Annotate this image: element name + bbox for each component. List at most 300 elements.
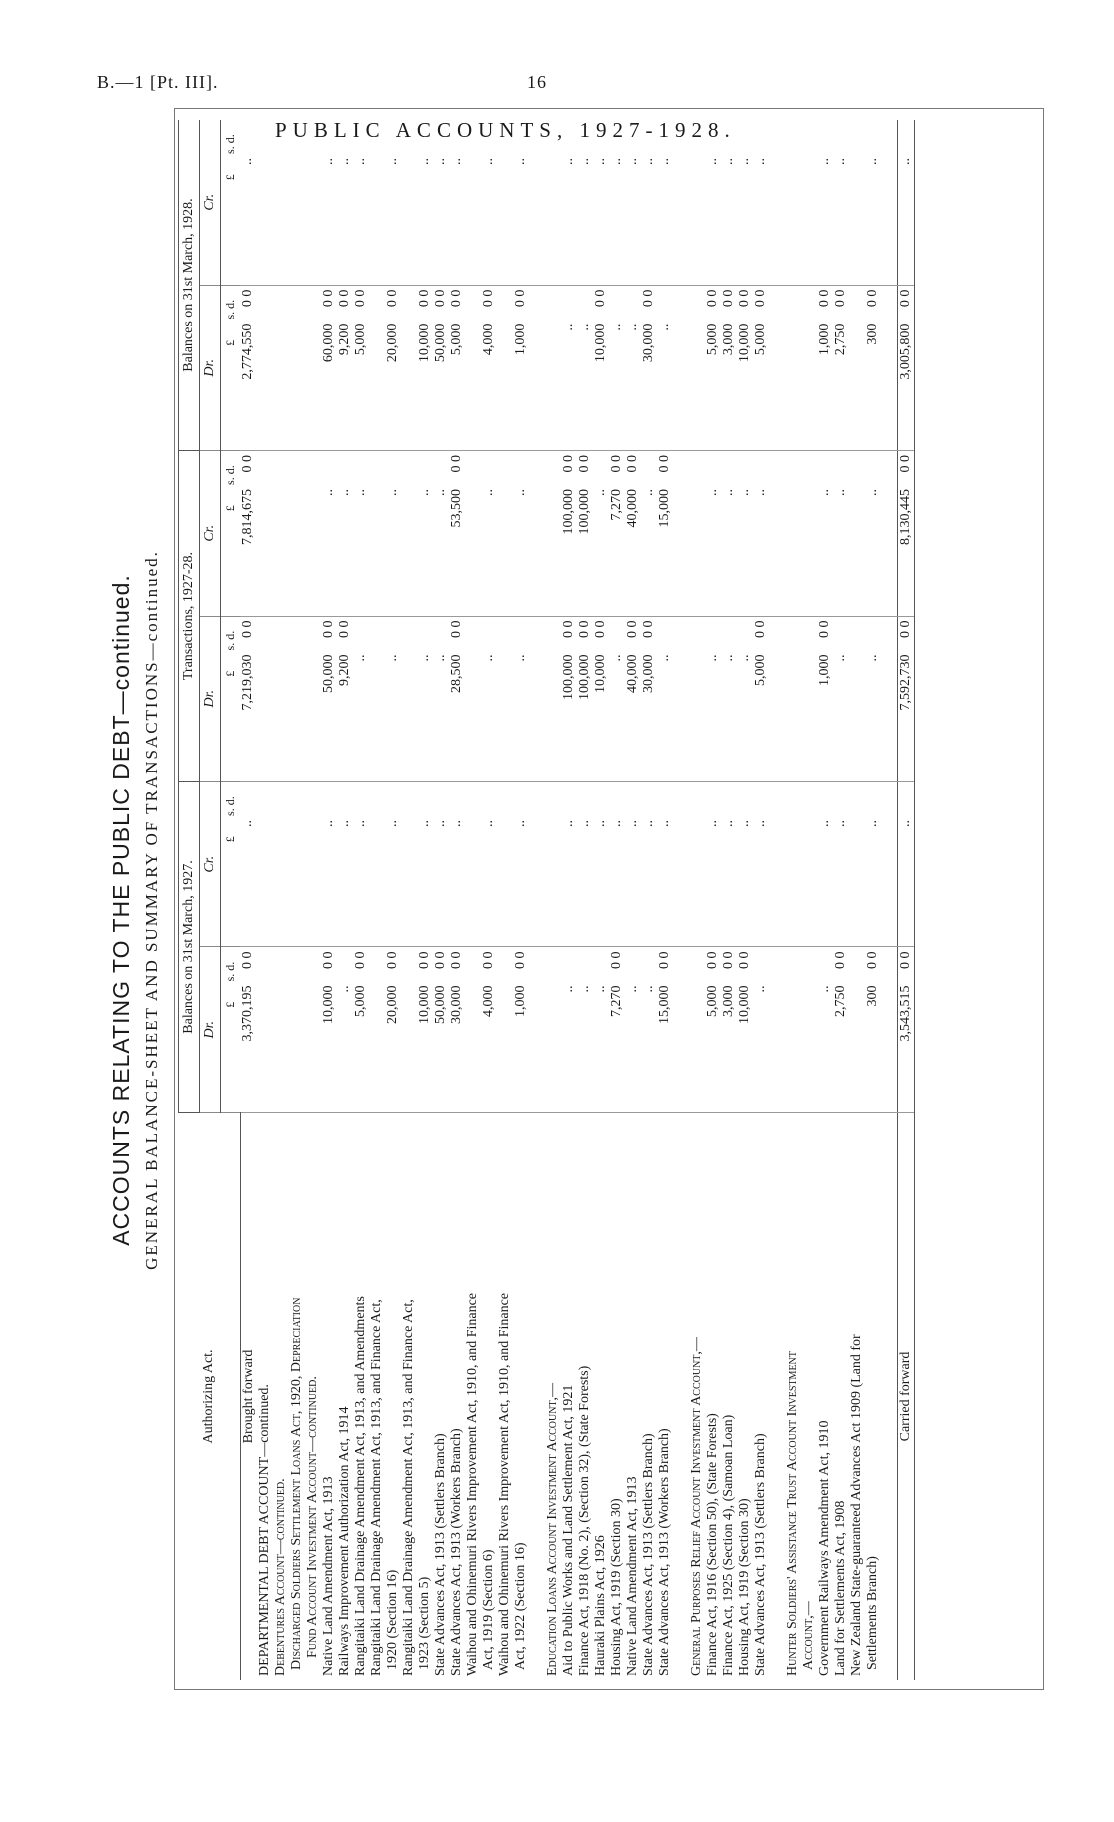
amount-cell [689,782,705,947]
amount-pounds: .. [592,489,608,497]
amount-cell [641,120,657,285]
table-row [737,120,753,1680]
header-act: Authorizing Act. [179,1112,241,1680]
amount-shillings-pence: 0 0 [240,289,256,308]
amount-cell [641,285,657,450]
amount-cell [369,782,385,947]
amount-cell [353,616,369,781]
amount-pounds: .. [320,489,336,497]
amount-shillings-pence: 0 0 [448,289,464,308]
amount-cell [240,782,257,947]
amount-cell [337,120,353,285]
amount-cell [369,947,385,1112]
amount-cell [721,285,737,450]
amount-cell [897,782,914,947]
amount-cell [465,782,481,947]
amount-cell [769,120,785,285]
amount-cell [769,451,785,616]
amount-cell [833,451,849,616]
amount-cell [737,285,753,450]
amount-cell [401,782,417,947]
amount-cell [865,947,881,1112]
amount-cell [817,120,833,285]
amount-pounds: 7,592,730 [897,654,913,711]
amount-pounds: .. [432,820,448,828]
amount-shillings-pence: 0 0 [352,289,368,308]
amount-cell [289,947,305,1112]
header-dr: Dr. [200,616,221,781]
amount-cell [737,782,753,947]
table-row [321,120,337,1680]
amount-cell [497,616,513,781]
amount-pounds: 100,000 [560,489,576,535]
amount-pounds: .. [352,158,368,165]
amount-shillings-pence: 0 0 [336,620,352,639]
amount-pounds: 10,000 [736,323,752,363]
amount-cell [609,285,625,450]
unit-header [221,451,241,616]
amount-cell [881,616,898,781]
amount-shillings-pence: 0 0 [608,951,624,969]
amount-cell [433,120,449,285]
amount-cell [401,616,417,781]
table-row [497,120,513,1680]
authorizing-act-cell: Account,— [800,1601,816,1670]
amount-cell [897,120,914,285]
amount-pounds: .. [352,654,368,662]
table-row [769,120,785,1680]
amount-cell [529,782,545,947]
amount-shillings-pence: 0 0 [736,951,752,969]
amount-shillings-pence: 0 0 [624,455,640,473]
amount-cell [577,947,593,1112]
amount-shillings-pence: 0 0 [704,289,720,308]
amount-cell [273,782,289,947]
authorizing-act-cell: Hauraki Plains Act, 1926 [592,1535,608,1676]
amount-cell [433,782,449,947]
authorizing-act-cell: Settlements Branch) [864,1556,880,1670]
amount-cell [673,782,689,947]
amount-pounds: .. [704,654,720,662]
amount-cell [721,782,737,947]
amount-pounds: .. [752,158,768,165]
amount-pounds: .. [816,489,832,497]
authorizing-act-cell: Fund Account Investment Account—continued. [304,1376,320,1658]
amount-cell [369,616,385,781]
authorizing-act-cell: 1920 (Section 16) [384,1569,400,1670]
amount-cell [657,616,673,781]
amount-cell [513,782,529,947]
amount-cell [257,120,273,285]
amount-cell [865,616,881,781]
page-title: PUBLIC ACCOUNTS, 1927-1928. [275,118,736,142]
amount-pounds: .. [736,158,752,165]
amount-pounds: 20,000 [384,985,400,1024]
amount-cell [481,451,497,616]
amount-shillings-pence: 0 0 [608,455,624,473]
amount-cell [449,285,465,450]
authorizing-act-cell: Waihou and Ohinemuri Rivers Improvement Act, 1910, and Finance [496,1292,512,1676]
amount-cell [625,120,641,285]
amount-cell [497,451,513,616]
amount-pounds: 15,000 [656,985,672,1024]
amount-cell [305,782,321,947]
unit-pounds: £ [223,174,237,181]
amount-pounds: .. [320,820,336,828]
amount-pounds: .. [576,985,592,993]
amount-pounds: 15,000 [656,489,672,528]
authorizing-act-cell: Waihou and Ohinemuri Rivers Improvement Act, 1910, and Finance [464,1292,480,1676]
amount-pounds: .. [416,489,432,497]
amount-shillings-pence: 0 0 [448,951,464,969]
amount-cell [321,120,337,285]
authorizing-act-cell [529,1112,545,1680]
amount-cell [240,616,257,781]
amount-cell [865,285,881,450]
amount-pounds: .. [864,158,880,165]
amount-cell [417,947,433,1112]
amount-cell [465,120,481,285]
table-row [240,120,257,1680]
unit-shillings-pence: s. d. [223,961,237,982]
table-row [353,120,369,1680]
amount-cell [865,120,881,285]
amount-shillings-pence: 0 0 [320,951,336,969]
amount-cell [289,782,305,947]
amount-cell [721,947,737,1112]
amount-pounds: .. [240,820,256,828]
amount-shillings-pence: 0 0 [897,289,913,308]
amount-cell [337,616,353,781]
amount-pounds: .. [752,820,768,828]
amount-cell [801,616,817,781]
rotated-sheet [98,60,1058,1760]
amount-shillings-pence: 0 0 [480,951,496,969]
amount-shillings-pence: 0 0 [416,289,432,308]
amount-cell [753,120,769,285]
amount-shillings-pence: 0 0 [240,455,256,473]
amount-pounds: 2,774,550 [240,323,256,380]
amount-cell [593,616,609,781]
amount-cell [657,451,673,616]
amount-pounds: .. [480,158,496,165]
amount-pounds: 8,130,445 [897,489,913,546]
amount-cell [449,616,465,781]
amount-cell [273,285,289,450]
amount-cell [897,947,914,1112]
authorizing-act-cell: Act, 1919 (Section 6) [480,1549,496,1670]
amount-cell [273,616,289,781]
authorizing-act-cell: Act, 1922 (Section 16) [512,1542,528,1670]
amount-cell [865,782,881,947]
amount-cell [513,616,529,781]
amount-cell [609,616,625,781]
amount-pounds: .. [640,158,656,165]
unit-header [221,120,241,285]
amount-pounds: .. [240,158,256,165]
amount-cell [353,451,369,616]
amount-pounds: .. [448,820,464,828]
header-balances-1927: Balances on 31st March, 1927. [179,782,200,1113]
amount-pounds: 53,500 [448,489,464,528]
authorizing-act-cell: Finance Act, 1916 (Section 50), (State Forests) [704,1413,720,1676]
header-transactions: Transactions, 1927-28. [179,451,200,782]
amount-cell [465,616,481,781]
header-balances-1928: Balances on 31st March, 1928. [179,120,200,451]
table-row [465,120,481,1680]
amount-cell [321,451,337,616]
amount-cell [657,947,673,1112]
amount-pounds: 5,000 [352,323,368,356]
amount-pounds: .. [736,654,752,662]
amount-cell [705,120,721,285]
header-dr: Dr. [200,285,221,450]
amount-cell [273,120,289,285]
amount-cell [257,285,273,450]
amount-pounds: .. [720,820,736,828]
amount-cell [785,947,801,1112]
authorizing-act-cell: Brought forward [240,1349,256,1444]
unit-shillings-pence: s. d. [223,299,237,320]
amount-pounds: 10,000 [320,985,336,1024]
amount-cell [449,451,465,616]
amount-pounds: .. [624,158,640,165]
amount-pounds: 20,000 [384,323,400,363]
table-row [433,120,449,1680]
amount-cell [849,616,865,781]
table-row [673,120,689,1680]
amount-pounds: 100,000 [560,654,576,701]
amount-pounds: 7,270 [608,489,624,521]
amount-pounds: .. [624,323,640,331]
amount-cell [593,285,609,450]
amount-cell [753,616,769,781]
amount-cell [481,616,497,781]
amount-cell [657,782,673,947]
table-row [449,120,465,1680]
authorizing-act-cell: State Advances Act, 1913 (Workers Branch) [656,1428,672,1676]
amount-pounds: 50,000 [432,985,448,1024]
amount-cell [289,616,305,781]
amount-cell [817,451,833,616]
amount-cell [849,120,865,285]
amount-pounds: .. [720,654,736,662]
amount-pounds: .. [560,820,576,828]
amount-cell [721,451,737,616]
unit-header [221,285,241,450]
amount-cell [753,451,769,616]
table-row [337,120,353,1680]
amount-pounds: .. [897,820,913,828]
amount-shillings-pence: 0 0 [704,951,720,969]
amount-pounds: 7,219,030 [240,654,256,711]
amount-cell [625,285,641,450]
amount-cell [561,947,577,1112]
amount-cell [305,947,321,1112]
amount-cell [801,120,817,285]
amount-cell [753,782,769,947]
amount-cell [257,451,273,616]
amount-pounds: .. [416,654,432,662]
amount-cell [673,451,689,616]
authorizing-act-cell: Housing Act, 1919 (Section 30) [736,1498,752,1676]
amount-cell [785,285,801,450]
amount-cell [561,616,577,781]
amount-pounds: 30,000 [448,985,464,1024]
amount-pounds: .. [432,654,448,662]
amount-cell [417,616,433,781]
amount-cell [385,285,401,450]
amount-cell [593,120,609,285]
unit-pounds: £ [223,670,237,677]
amount-shillings-pence: 0 0 [832,951,848,969]
amount-cell [801,947,817,1112]
amount-pounds: 3,000 [720,323,736,356]
amount-pounds: .. [864,654,880,662]
amount-pounds: 100,000 [576,654,592,701]
amount-pounds: .. [336,158,352,165]
amount-shillings-pence: 0 0 [864,289,880,308]
amount-pounds: .. [336,820,352,828]
amount-cell [801,782,817,947]
amount-cell [497,782,513,947]
authorizing-act-cell: Native Land Amendment Act, 1913 [320,1476,336,1676]
amount-cell [305,616,321,781]
amount-shillings-pence: 0 0 [752,620,768,639]
authorizing-act-cell: Debentures Account—continued. [272,1478,288,1676]
amount-shillings-pence: 0 0 [864,951,880,969]
amount-cell [609,947,625,1112]
amount-shillings-pence: 0 0 [640,289,656,308]
table-row [721,120,737,1680]
amount-shillings-pence: 0 0 [720,951,736,969]
table-row [545,120,561,1680]
amount-cell [449,120,465,285]
amount-cell [833,616,849,781]
amount-cell [817,285,833,450]
amount-cell [385,616,401,781]
table-row [897,120,914,1680]
authorizing-act-cell: Rangitaiki Land Drainage Amendment Act, 1913, and Finance Act, [400,1299,416,1676]
amount-cell [849,947,865,1112]
amount-cell [337,947,353,1112]
amount-pounds: 4,000 [480,985,496,1017]
amount-cell [817,782,833,947]
balance-sheet-table [178,120,915,1680]
amount-pounds: .. [608,158,624,165]
sheet-subtitle: GENERAL BALANCE-SHEET AND SUMMARY OF TRANSACTIONS—continued. [142,550,161,1270]
table-row [481,120,497,1680]
amount-shillings-pence: 0 0 [592,620,608,639]
amount-cell [705,451,721,616]
table-row [609,120,625,1680]
authorizing-act-cell: Hunter Soldiers' Assistance Trust Account Investment [784,1351,800,1676]
amount-cell [881,120,898,285]
table-row [593,120,609,1680]
amount-pounds: 300 [864,985,880,1007]
amount-cell [513,451,529,616]
amount-cell [881,451,898,616]
amount-cell [513,120,529,285]
amount-pounds: .. [576,820,592,828]
amount-pounds: .. [592,158,608,165]
amount-cell [641,451,657,616]
amount-cell [561,451,577,616]
amount-cell [353,782,369,947]
amount-cell [257,616,273,781]
authorizing-act-cell: Railways Improvement Authorization Act, 1914 [336,1406,352,1676]
amount-pounds: .. [640,820,656,828]
authorizing-act-cell: Carried forward [897,1112,914,1680]
amount-cell [529,120,545,285]
amount-cell [529,616,545,781]
table-row [641,120,657,1680]
amount-cell [641,947,657,1112]
authorizing-act-cell: Rangitaiki Land Drainage Amendment Act, 1913, and Finance Act, [368,1299,384,1676]
unit-shillings-pence: s. d. [223,796,237,816]
amount-pounds: .. [864,820,880,828]
authorizing-act-cell: 1923 (Section 5) [416,1576,432,1670]
amount-cell [577,285,593,450]
amount-cell [785,120,801,285]
amount-pounds: .. [832,158,848,165]
amount-cell [497,947,513,1112]
amount-cell [465,451,481,616]
unit-shillings-pence: s. d. [223,630,237,651]
unit-pounds: £ [223,1001,237,1008]
amount-pounds: 5,000 [704,323,720,356]
amount-pounds: 9,200 [336,654,352,687]
amount-pounds: .. [512,158,528,165]
amount-pounds: 5,000 [704,985,720,1017]
amount-cell [657,120,673,285]
table-row [305,120,321,1680]
amount-pounds: .. [624,820,640,828]
table-row [369,120,385,1680]
amount-cell [385,947,401,1112]
amount-cell [721,616,737,781]
amount-pounds: 5,000 [352,985,368,1017]
amount-pounds: .. [576,323,592,331]
authorizing-act-cell [673,1112,689,1680]
amount-cell [577,120,593,285]
amount-pounds: 5,000 [448,323,464,356]
amount-pounds: .. [560,158,576,165]
amount-shillings-pence: 0 0 [752,289,768,308]
amount-shillings-pence: 0 0 [897,951,913,969]
amount-cell [689,451,705,616]
amount-pounds: .. [736,489,752,497]
amount-cell [449,782,465,947]
amount-cell [337,285,353,450]
amount-shillings-pence: 0 0 [576,620,592,639]
amount-cell [769,285,785,450]
authorizing-act-cell: Government Railways Amendment Act, 1910 [816,1420,832,1676]
amount-cell [465,285,481,450]
amount-cell [593,947,609,1112]
amount-pounds: 40,000 [624,489,640,528]
authorizing-act-cell: State Advances Act, 1913 (Settlers Branch) [432,1433,448,1676]
amount-cell [337,782,353,947]
amount-pounds: 1,000 [512,985,528,1017]
amount-pounds: 40,000 [624,654,640,694]
table-row [257,120,273,1680]
table-row [529,120,545,1680]
amount-cell [337,451,353,616]
amount-pounds: 4,000 [480,323,496,356]
amount-pounds: 5,000 [752,654,768,687]
amount-pounds: .. [720,489,736,497]
